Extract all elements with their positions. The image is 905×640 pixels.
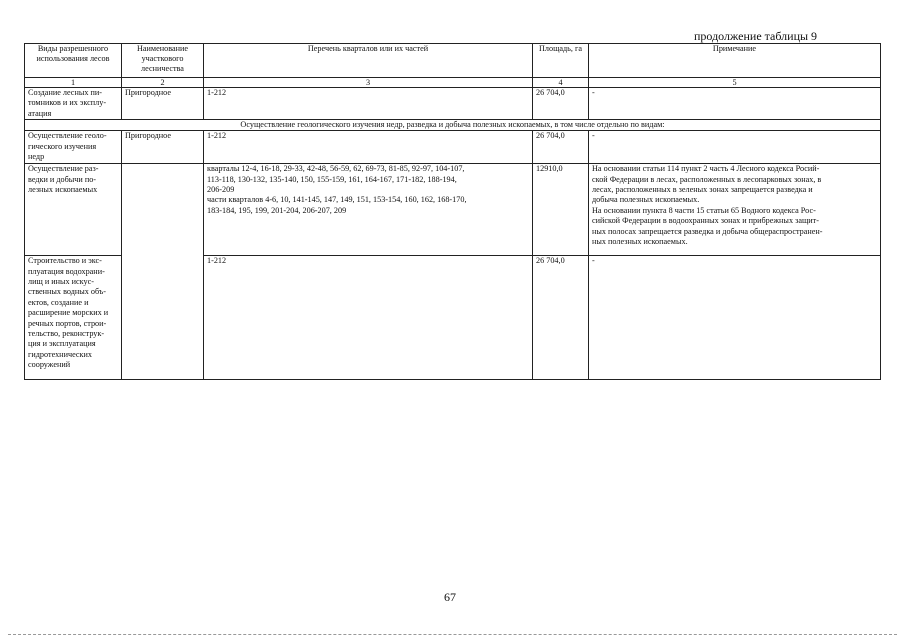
continuation-label: продолжение таблицы 9 bbox=[694, 29, 818, 43]
section-title-row bbox=[25, 120, 881, 131]
note-cell: - bbox=[589, 256, 881, 380]
forestry-cell bbox=[122, 164, 204, 380]
quarters-cell: 1-212 bbox=[204, 256, 533, 380]
area-cell: 26 704,0 bbox=[533, 88, 589, 120]
table-row bbox=[25, 88, 881, 120]
scan-edge-divider bbox=[8, 634, 897, 635]
table-header-row bbox=[25, 44, 881, 78]
table-row bbox=[25, 131, 881, 164]
header-use-type: Виды разрешенного использования лесов bbox=[25, 44, 122, 78]
forestry-cell: Пригородное bbox=[122, 131, 204, 164]
area-cell: 26 704,0 bbox=[533, 256, 589, 380]
note-cell: - bbox=[589, 88, 881, 120]
section-title: Осуществление геологического изучения недр, разведка и добыча полезных ископаемых, в том числе отдельно по видам: bbox=[25, 120, 881, 131]
use-type-cell: Строительство и экс- плуатация водохрани- лищ и иных искус- ственных водных объ- ектов, создание и расширение морских и речных портов, строи- тельство, реконструк- ция и эксплуатация гидротехнических сооружений bbox=[25, 256, 122, 380]
header-quarters: Перечень кварталов или их частей bbox=[204, 44, 533, 78]
page-number: 67 bbox=[444, 590, 456, 604]
header-note: Примечание bbox=[589, 44, 881, 78]
use-type-cell: Осуществление раз- ведки и добычи по- лезных ископаемых bbox=[25, 164, 122, 256]
header-area: Площадь, га bbox=[533, 44, 589, 78]
area-cell: 26 704,0 bbox=[533, 131, 589, 164]
note-cell: На основании статьи 114 пункт 2 часть 4 Лесного кодекса Росий- ской Федерации в лесах, расположенных в лесопарковых зонах, в лесах, расположенных в зеленых зонах запрещается разведка и добыча полезных ископаемых. На основании пункта 8 части 15 статьи 65 Водного кодекса Рос- сийской Федерации в водоохранных зонах и прибрежных защит- ных полосах запрещается разведка и добыча общераспространен- ных полезных ископаемых. bbox=[589, 164, 881, 256]
column-number: 2 bbox=[122, 78, 204, 88]
table-row bbox=[25, 164, 881, 256]
use-type-cell: Осуществление геоло- гического изучения недр bbox=[25, 131, 122, 164]
forestry-cell: Пригородное bbox=[122, 88, 204, 120]
column-number: 3 bbox=[204, 78, 533, 88]
column-number: 1 bbox=[25, 78, 122, 88]
use-type-cell: Создание лесных пи- томников и их эксплу- атация bbox=[25, 88, 122, 120]
area-cell: 12910,0 bbox=[533, 164, 589, 256]
column-number-row bbox=[25, 78, 881, 88]
quarters-cell: 1-212 bbox=[204, 88, 533, 120]
quarters-cell: 1-212 bbox=[204, 131, 533, 164]
note-cell: - bbox=[589, 131, 881, 164]
forest-use-table bbox=[24, 43, 881, 380]
column-number: 5 bbox=[589, 78, 881, 88]
column-number: 4 bbox=[533, 78, 589, 88]
header-forestry: Наименование участкового лесничества bbox=[122, 44, 204, 78]
quarters-cell: кварталы 12-4, 16-18, 29-33, 42-48, 56-59, 62, 69-73, 81-85, 92-97, 104-107, 113-118, 130-132, 135-140, 150, 155-159, 161, 164-167, 171-182, 188-194, 206-209 части кварталов 4-6, 10, 141-145, 147, 149, 151, 153-154, 160, 162, 168-170, 183-184, 195, 199, 201-204, 206-207, 209 bbox=[204, 164, 533, 256]
